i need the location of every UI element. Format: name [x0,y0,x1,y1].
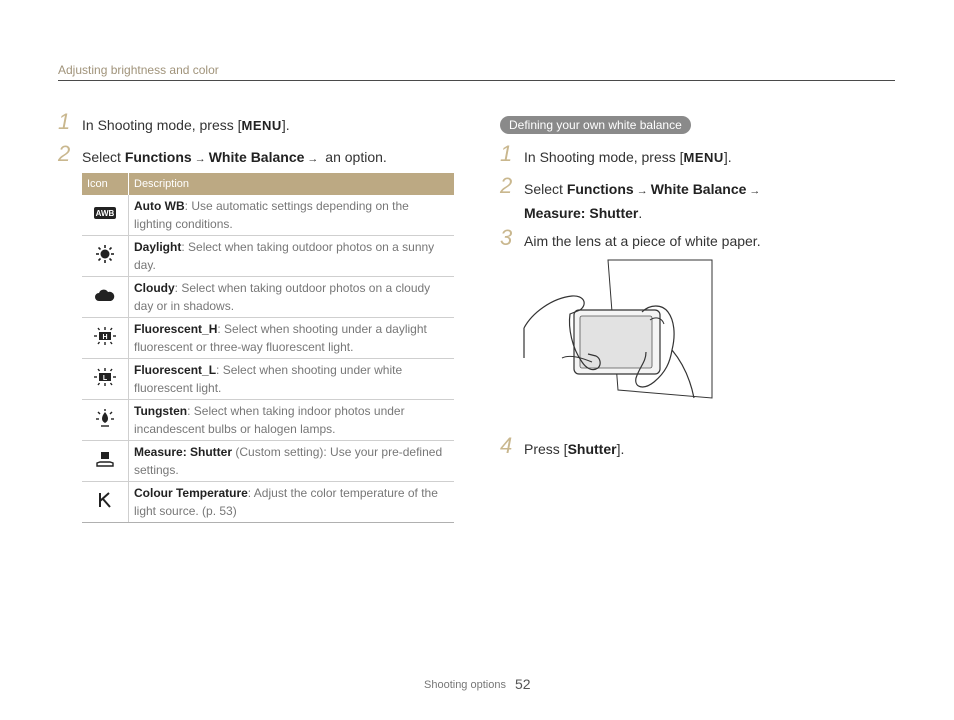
svg-text:H: H [102,333,108,341]
menu-functions: Functions [124,149,192,165]
desc-term: Colour Temperature [134,486,248,500]
right-step-4 [500,433,625,460]
step-text: In Shooting mode, press [ [524,149,684,165]
arrow: → [307,153,319,165]
table-row [82,482,454,523]
fluorescent-h-icon [94,327,116,345]
table-row [82,236,454,277]
daylight-icon [96,245,114,263]
measure-shutter-icon [95,450,115,468]
step-text: Select [524,181,567,197]
desc-text: : Select when taking outdoor photos on a sunny day. [134,240,435,272]
desc-text: : Use automatic settings depending on the lighting conditions. [134,199,409,231]
col-header-icon: Icon [82,173,129,195]
step-number: 2 [500,173,513,198]
auto-wb-icon [94,207,116,219]
col-header-description: Description [129,173,455,195]
step-number: 1 [500,141,513,166]
colour-temperature-icon [98,492,112,508]
desc-term: Measure: Shutter [134,445,233,459]
shutter-key: Shutter [567,441,617,457]
desc-term: Auto WB [134,199,185,213]
desc-text: : Select when taking outdoor photos on a cloudy day or in shadows. [134,281,431,313]
right-step-1 [500,141,732,169]
arrow: → [749,185,761,197]
step-number: 3 [500,225,513,250]
left-step-1 [58,109,290,137]
menu-functions: Functions [566,181,634,197]
desc-term: Fluorescent_L [134,363,217,377]
white-balance-table [82,173,454,523]
desc-text: : Select when shooting under white fluorescent light. [134,363,403,395]
page-number: 52 [515,676,531,692]
step-text: Aim the lens at a piece of white paper. [524,233,761,249]
desc-text: : Select when taking indoor photos under incandescent bulbs or halogen lamps. [134,404,405,436]
table-row [82,318,454,359]
desc-text: : Select when shooting under a daylight fluorescent or three-way fluorescent light. [134,322,427,354]
desc-term: Fluorescent_H [134,322,218,336]
step-text: Press [ [524,441,568,457]
step-text: Select [82,149,125,165]
table-row [82,195,454,236]
desc-term: Cloudy [134,281,175,295]
arrow: → [636,185,648,197]
right-step-2 [500,173,804,224]
fluorescent-l-icon [94,368,116,386]
cloudy-icon [95,288,115,302]
svg-text:AWB: AWB [95,209,115,218]
step-number: 2 [58,141,71,166]
step-text: In Shooting mode, press [ [82,117,242,133]
step-number: 1 [58,109,71,134]
menu-white-balance: White Balance [208,149,305,165]
step-text: ]. [616,441,625,457]
tungsten-icon [95,409,115,427]
step-text: ]. [281,117,290,133]
right-step-3 [500,225,761,252]
section-header: Adjusting brightness and color [58,63,219,77]
step-text: . [638,205,643,221]
step-text: ]. [723,149,732,165]
step-number: 4 [500,433,513,458]
menu-key: MENU [241,118,282,133]
menu-key: MENU [683,150,724,165]
table-row [82,277,454,318]
desc-text: (Custom setting): Use your pre-defined settings. [134,445,443,477]
section-pill: Defining your own white balance [500,116,691,134]
arrow: → [194,153,206,165]
camera-aiming-illustration [522,258,714,414]
header-rule [58,80,895,81]
desc-text: : Adjust the color temperature of the light source. (p. 53) [134,486,438,518]
menu-white-balance: White Balance [650,181,747,197]
menu-measure-shutter: Measure: Shutter [524,205,639,221]
svg-text:L: L [102,374,108,382]
table-row [82,400,454,441]
table-row [82,441,454,482]
left-step-2 [58,141,387,170]
desc-term: Tungsten [134,404,188,418]
footer-label: Shooting options [424,679,506,691]
step-text: an option. [321,149,387,165]
table-row [82,359,454,400]
desc-term: Daylight [134,240,182,254]
